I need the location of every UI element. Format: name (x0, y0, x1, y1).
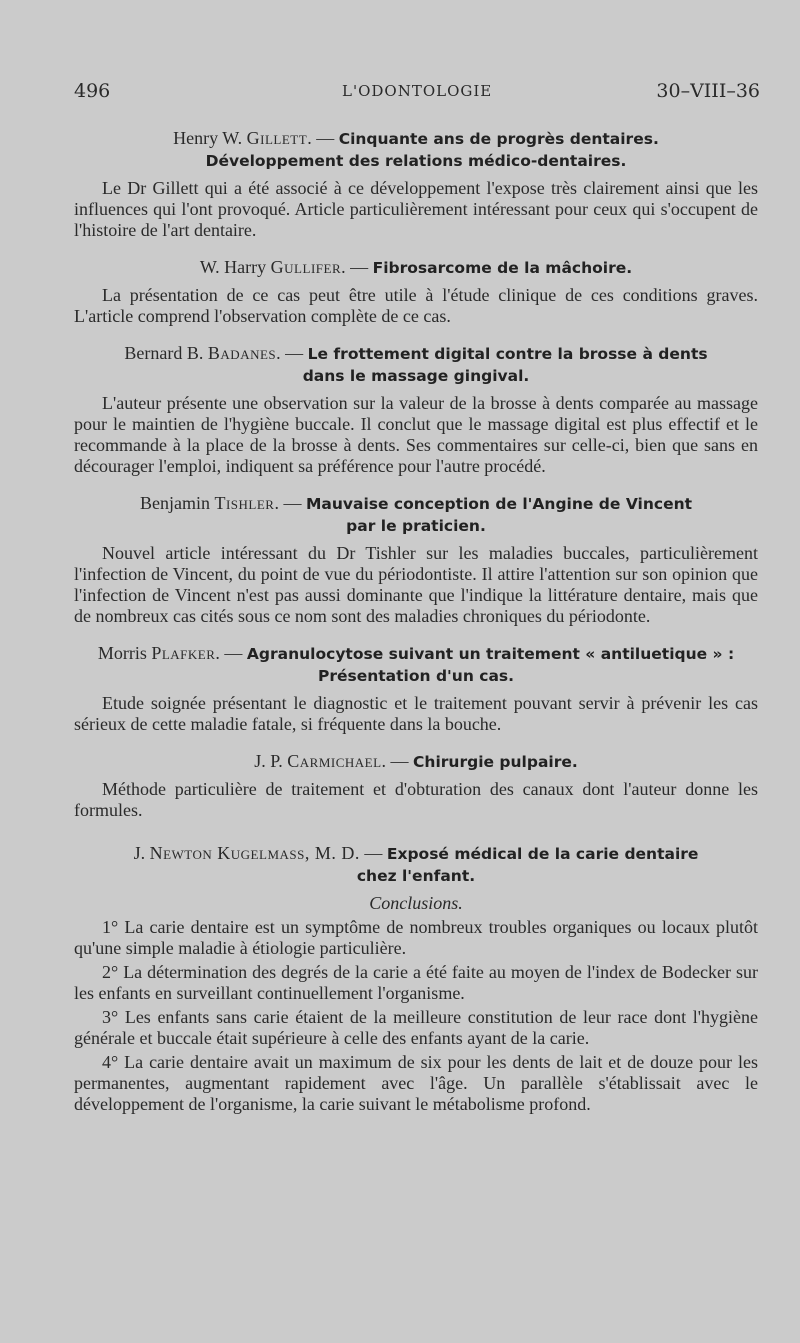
article-title: Exposé médical de la carie dentaire (386, 845, 699, 863)
article-title: Chirurgie pulpaire. (413, 753, 578, 771)
entry-heading (74, 843, 758, 887)
running-header (74, 80, 760, 110)
conclusions-heading: Conclusions. (369, 893, 463, 913)
author-name: J. P. Carmichael. — (254, 751, 414, 771)
issue-date: 30–VIII–36 (656, 80, 760, 102)
conclusion-item: 4° La carie dentaire avait un maximum de six pour les dents de lait et de douze pour les permanentes, augmentant rapidement avec l'âge. Un parallèle s'établissait avec le développement de l'organisme, la carie suivant le métabolisme profond. (74, 1052, 758, 1114)
article-summary: Etude soignée présentant le diagnostic et le traitement pouvant servir à prévenir les cas sérieux de cette maladie fatale, si fréquente dans la bouche. (74, 693, 758, 734)
author-name: J. Newton Kugelmass, M. D. — (133, 843, 387, 863)
article-summary: Le Dr Gillett qui a été associé à ce développement l'expose très clairement ainsi que les influences qui l'ont provoqué. Article particulièrement intéressant pour ceux qui s'occupent de l'histoire de l'art dentaire. (74, 178, 758, 240)
article-title: Fibrosarcome de la mâchoire. (372, 259, 633, 277)
author-name: Bernard B. Badanes. — (124, 343, 308, 363)
article-title: Agranulocytose suivant un traitement « antiluetique » : (246, 645, 735, 663)
entry-heading (74, 257, 758, 279)
article-title: Mauvaise conception de l'Angine de Vincent (305, 495, 693, 513)
author-name: Morris Plafker. — (97, 643, 247, 663)
article-title-cont: par le praticien. (346, 517, 486, 535)
author-name: W. Harry Gullifer. — (199, 257, 373, 277)
conclusion-item: 2° La détermination des degrés de la carie a été faite au moyen de l'index de Bodecker sur les enfants en surveillant continuellement l'organisme. (74, 962, 758, 1003)
conclusion-item: 3° Les enfants sans carie étaient de la meilleure constitution de leur race dont l'hygiène générale et buccale était supérieure à celle des enfants ayant de la carie. (74, 1007, 758, 1048)
page-number: 496 (74, 80, 111, 102)
entry-heading (74, 493, 758, 537)
article-summary: La présentation de ce cas peut être utile à l'étude clinique de ces conditions graves. L'article comprend l'observation complète de ce cas. (74, 285, 758, 326)
article-summary: Méthode particulière de traitement et d'obturation des canaux dont l'auteur donne les formules. (74, 779, 758, 820)
conclusion-item: 1° La carie dentaire est un symptôme de nombreux troubles organiques ou locaux plutôt qu'une simple maladie à étiologie particulière. (74, 917, 758, 958)
article-title-cont: dans le massage gingival. (302, 367, 530, 385)
article-title: Cinquante ans de progrès dentaires. (338, 130, 659, 148)
author-name: Henry W. Gillett. — (173, 128, 339, 148)
article-list (74, 128, 758, 1115)
entry-heading (74, 343, 758, 387)
article-summary: L'auteur présente une observation sur la valeur de la brosse à dents comparée au massage pour le maintien de l'hygiène buccale. Il conclut que le massage digital est plus effectif et le recommande à la place de la brosse à dents. Ses commentaires sur celle-ci, bien que sans en décourager l'emploi, indiquent sa préférence pour l'autre procédé. (74, 393, 758, 476)
article-title: Le frottement digital contre la brosse à dents (307, 345, 708, 363)
article-title-cont: Présentation d'un cas. (317, 667, 515, 685)
article-summary: Nouvel article intéressant du Dr Tishler sur les maladies buccales, particulièrement l'infection de Vincent, du point de vue du périodontiste. Il attire l'attention sur son opinion que l'infection de Vincent n'est pas aussi dominante que l'indique la littérature dentaire, mais que de nombreux cas cités sous ce nom sont des maladies chroniques du périodonte. (74, 543, 758, 626)
entry-heading (74, 128, 758, 172)
author-name: Benjamin Tishler. — (139, 493, 306, 513)
journal-title: L'ODONTOLOGIE (342, 82, 493, 100)
entry-heading (74, 751, 758, 773)
article-title-cont: chez l'enfant. (356, 867, 476, 885)
article-title-cont: Développement des relations médico-dentaires. (205, 152, 627, 170)
entry-heading (74, 643, 758, 687)
